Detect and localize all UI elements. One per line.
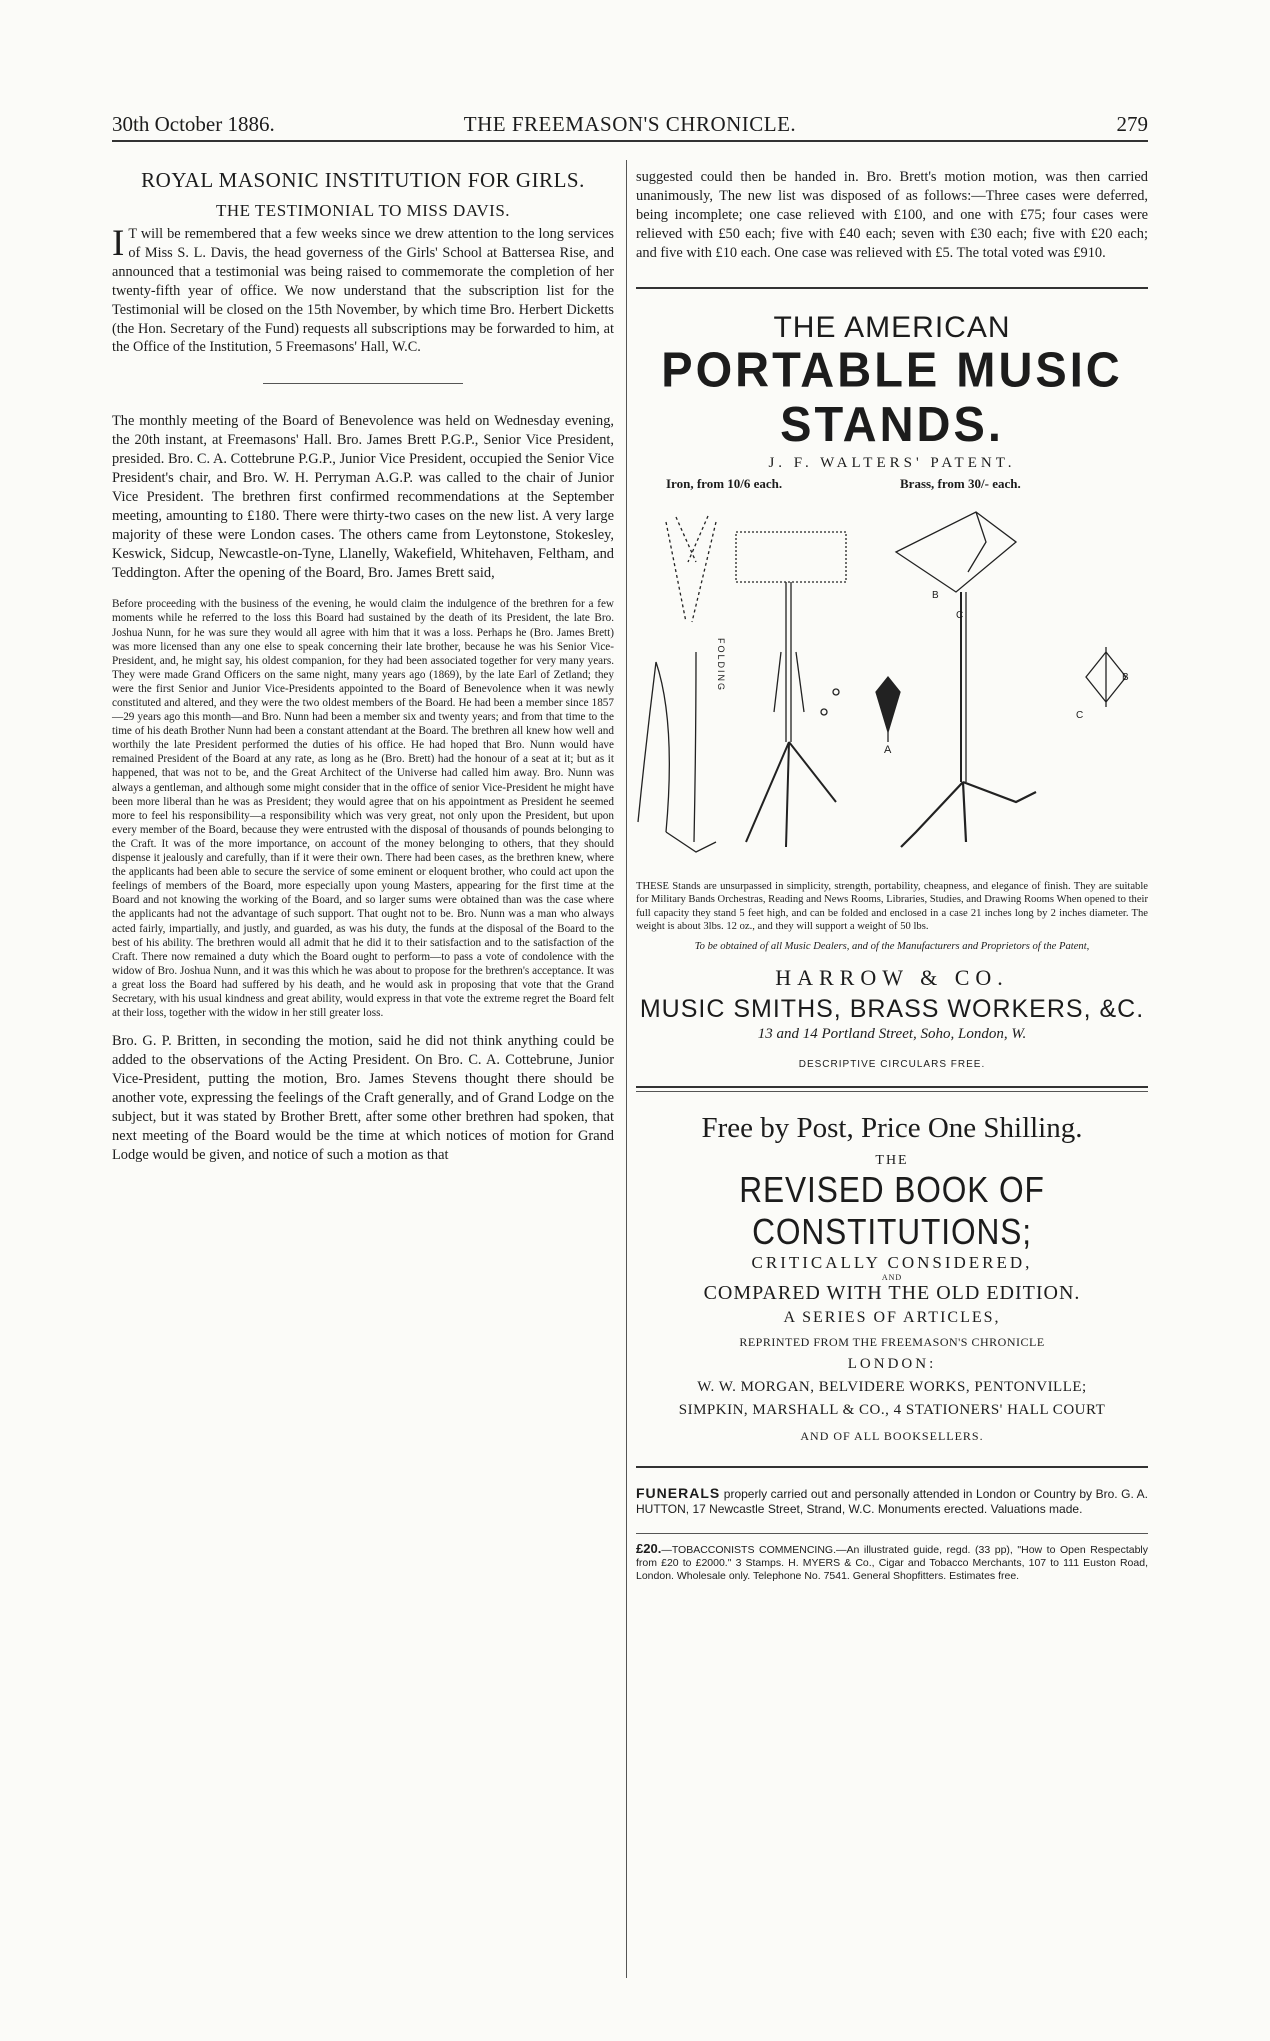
book-ad-publisher-3: AND OF ALL BOOKSELLERS. [800, 1429, 984, 1444]
label-c-top: C [956, 610, 964, 621]
left-column [112, 168, 614, 1165]
continuation-paragraph: suggested could then be handed in. Bro. Brett's motion motion, was then carried unanimously, The new list was disposed of as follows:—Three cases were deferred, being incomplete; one case relieved with £100, and one with £75; four cases were relieved with £50 each; five with £40 each; seven with £30 each; five with £20 each; and five with £10 each. One case was relieved with £5. The total voted was £910. [636, 169, 1148, 261]
book-ad-compared: COMPARED WITH THE OLD EDITION. [703, 1282, 1081, 1305]
manufacturer-name: HARROW & CO. [775, 965, 1009, 991]
masthead-title: THE FREEMASON'S CHRONICLE. [463, 112, 797, 136]
price-brass: Brass, from 30/- each. [900, 476, 1021, 491]
manufacturer-trades: MUSIC SMITHS, BRASS WORKERS, &C. [639, 995, 1145, 1024]
book-ad-title: REVISED BOOK OF CONSTITUTIONS; [739, 1169, 1045, 1253]
music-stands-ad-title: THE AMERICAN [773, 311, 1011, 344]
manufacturer-address: 13 and 14 Portland Street, Soho, London, W. [757, 1026, 1027, 1043]
drop-cap: I [112, 223, 125, 264]
right-column [636, 168, 1148, 1583]
funerals-lead: FUNERALS [636, 1485, 721, 1502]
book-ad-the: THE [875, 1153, 909, 1169]
testimonial-text: T will be remembered that a few weeks since we drew attention to the long services of Miss S. L. Davis, the head governess of the Girls' School at Battersea Rise, and announced that a testimonial was being raised to commemorate the completion of her twenty-fifth year of office. We now understand that the subscription list for the Testimonial will be closed on the 15th November, by which time Bro. Herbert Dicketts (the Hon. Secretary of the Fund) requests all subscriptions may be forwarded to him, at the Office of the Institution, 5 Freemasons' Hall, W.C. [112, 226, 614, 356]
ad-divider-thin [636, 1091, 1148, 1092]
dealers-line: To be obtained of all Music Dealers, and of the Manufacturers and Proprietors of the Patent, [694, 940, 1090, 952]
book-ad-publisher-1: W. W. MORGAN, BELVIDERE WORKS, PENTONVILLE; [697, 1379, 1087, 1396]
book-ad-and: AND [881, 1273, 903, 1283]
section-divider [263, 383, 463, 384]
music-stand-illustration [636, 502, 1148, 874]
price-iron: Iron, from 10/6 each. [666, 476, 783, 491]
britten-paragraph: Bro. G. P. Britten, in seconding the motion, said he did not think anything could be added to the observations of the Acting President. On Bro. C. A. Cottebrune, Junior Vice-President, putting the motion, Bro. James Stevens thought there should be another vote, expressing the feelings of the Craft generally, and of Grand Lodge on the subject, but it was stated by Brother Brett, after some other brethren had spoken, that next meeting of the Board would be the time at which notices of motion for Grand Lodge would be given, and notice of such a motion as that [112, 1033, 614, 1164]
issue-date: 30th October 1886. [112, 112, 275, 136]
patent-line: J. F. WALTERS' PATENT. [768, 455, 1016, 471]
price-line [636, 476, 1148, 496]
label-b-top: B [932, 590, 939, 601]
book-ad-price: Free by Post, Price One Shilling. [701, 1112, 1083, 1145]
ad-divider [636, 1086, 1148, 1088]
music-stands-engraving [636, 502, 1148, 874]
funerals-text: properly carried out and personally attended in London or Country by Bro. G. A. HUTTON, 17 Newcastle Street, Strand, W.C. Monuments erected. Valuations made. [636, 1487, 1148, 1517]
brett-speech: Before proceeding with the business of the evening, he would claim the indulgence of the brethren for a few moments while he referred to the loss this Board had sustained by the death of its President, the late Bro. Joshua Nunn, for he was sure they would all agree with him that it was a loss. Perhaps he (Bro. James Brett) was more licensed than any one else to speak concerning their late brother, because he was his Senior Vice-President, and, he might say, his oldest companion, for they had been associated together for very many years. They were made Grand Officers on the same night, many years ago (1869), by the late Earl of Zetland; they were the first Senior and Junior Vice-Presidents appointed to the Board of Benevolence when it was newly constituted and altered, and they were the two oldest members of the Board. He had been a member since 1857—29 years ago this month—and Bro. Nunn had been a member six and twenty years; and from that time to the time of his death Brother Nunn had been a constant attendant at the Board. The brethren all knew how well and worthily the late President performed the duties of his office. He had hoped that Bro. Nunn would have remained President of the Board at any rate, as long as he (Bro. Brett) had the honour of a seat at it; but as it happened, that was not to be, and the Great Architect of the Universe had called him away. Bro. Nunn was always a gentleman, and although some might consider that in the office of senior Vice-President he might have been more liberal than he was as President; they would agree that on his appointment as President he seemed more to feel his responsibility—a responsibility which was very great, not only upon the President, but upon every member of the Board, because they were entrusted with the disposal of thousands of pounds belonging to the Craft. It was of the more importance, on account of the money belonging to others, that they should dispense it jealously and carefully, than if it were their own. There had been cases, as the brethren knew, where the applicants had been able to secure the service of some eminent or eloquent brother, who could act upon the feelings of members of the Board, more especially upon young Masters, appearing for the first time at the Board and not knowing the working of the Board, and so larger sums were obtained than was the case where the applicants had not the advantage of such support. That ought not to be. Bro. Nunn was a man who always acted fairly, impartially, and justly, and guarded, as was his duty, the funds at the disposal of the Board to the best of his ability. The brethren would all admit that he did it to their satisfaction and to the satisfaction of the Craft. There now remained a duty which the Board ought to perform—to pass a vote of condolence with the widow of Bro. Joshua Nunn, and it was this which he was about to propose for the brethren's acceptance. It was a great loss the Board had suffered by his death, and he would ask in proposing that vote that the Grand Secretary, with his usual kindness and great ability, would express in that vote the extreme regret the Board felt at their loss, together with the widow in her still greater loss. [112, 598, 614, 1020]
funerals-ad [636, 1486, 1148, 1517]
stand-description: THESE Stands are unsurpassed in simplicity, strength, portability, cheapness, and elegance of finish. They are suitable for Military Bands Orchestras, Reading and News Rooms, Libraries, Studies, and Drawing Rooms When opened to their full capacity they stand 5 feet high, and can be folded and enclosed in a case 21 inches long by 2 inches diameter. The weight is about 3lbs. 12 oz., and they will support a weight of 50 lbs. [636, 881, 1148, 933]
page-number: 279 [1116, 112, 1148, 136]
tobacconists-ad [636, 1542, 1148, 1583]
label-a: A [884, 744, 892, 756]
article-subtitle: THE TESTIMONIAL TO MISS DAVIS. [215, 201, 511, 220]
label-b-right: B [1122, 672, 1129, 683]
book-ad-critically: CRITICALLY CONSIDERED, [751, 1253, 1033, 1273]
ad-divider [636, 287, 1148, 289]
ad-divider [636, 1466, 1148, 1468]
label-folding: FOLDING [716, 638, 726, 693]
book-ad-series: A SERIES OF ARTICLES, [783, 1309, 1001, 1327]
testimonial-paragraph [112, 225, 614, 357]
ad-divider-thin [636, 1533, 1148, 1534]
tobacconists-lead: £20. [636, 1541, 662, 1557]
tobacconists-text: —TOBACCONISTS COMMENCING.—An illustrated guide, regd. (33 pp), "How to Open Respectably from £20 to £2000." 3 Stamps. H. MYERS & Co., Cigar and Tobacco Merchants, 107 to 111 Euston Road, London. Wholesale only. Telephone No. 7541. General Shopfitters. Estimates free. [636, 1544, 1148, 1583]
book-ad-publisher-2: SIMPKIN, MARSHALL & CO., 4 STATIONERS' HALL COURT [678, 1402, 1106, 1419]
circulars-line: DESCRIPTIVE CIRCULARS FREE. [798, 1059, 986, 1071]
label-c-right: C [1076, 710, 1084, 721]
article-title: ROYAL MASONIC INSTITUTION FOR GIRLS. [141, 168, 585, 192]
music-stands-ad-headline: PORTABLE MUSIC STANDS. [661, 341, 1123, 452]
book-ad-reprinted: REPRINTED FROM THE FREEMASON'S CHRONICLE [739, 1335, 1045, 1350]
benevolence-paragraph: The monthly meeting of the Board of Benevolence was held on Wednesday evening, the 20th instant, at Freemasons' Hall. Bro. James Brett P.G.P., Senior Vice President, presided. Bro. C. A. Cottebrune P.G.P., Junior Vice President, occupied the Senior Vice President's chair, and Bro. W. H. Perryman A.G.P. was called to the chair of Junior Vice President. The brethren first confirmed recommendations at the September meeting, amounting to £180. There were thirty-two cases on the new list. A very large majority of these were London cases. The others came from Leytonstone, Stokesley, Keswick, Sidcup, Newcastle-on-Tyne, Llanelly, Wakefield, Whitehaven, Feltham, and Teddington. After the opening of the Board, Bro. James Brett said, [112, 413, 614, 582]
page-header [112, 112, 1148, 142]
book-ad-london: LONDON: [847, 1356, 937, 1373]
column-rule [626, 160, 627, 1978]
